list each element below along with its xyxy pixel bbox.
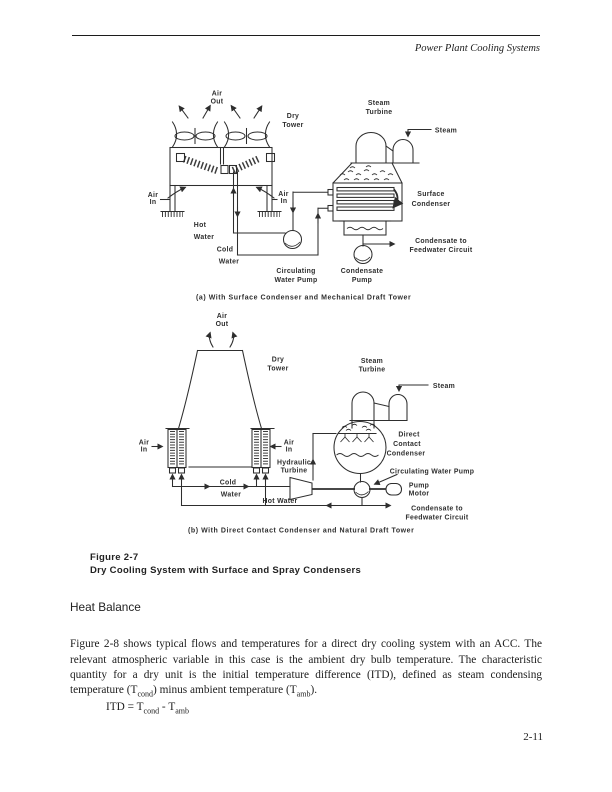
- label-steam-turbine-a2: Turbine: [365, 109, 393, 116]
- figure-label: Figure 2-7: [90, 552, 139, 563]
- label-air-in-right-b: Air: [283, 439, 295, 447]
- label-steam-turbine-a: Steam: [367, 100, 391, 107]
- surface-condenser: [328, 163, 402, 235]
- equation-text-2: - T: [159, 701, 176, 713]
- dry-tower-casing-a: [161, 148, 282, 215]
- caption-a: (a) With Surface Condenser and Mechanical Draft Tower: [196, 294, 412, 302]
- label-steam-a: Steam: [434, 127, 458, 135]
- body-paragraph: [70, 637, 542, 698]
- label-circ-pump-b: Circulating Water Pump: [389, 468, 475, 476]
- label-circ-pump-a2: Water Pump: [274, 277, 318, 284]
- label-dcc3: Condenser: [386, 450, 426, 458]
- natural-draft-tower-shell: [166, 351, 274, 468]
- label-steam-turbine-b: Steam: [360, 358, 384, 365]
- air-out-arrows-a: [180, 106, 262, 118]
- page-number: 2-11: [523, 731, 543, 743]
- label-hot-water-a: Hot: [193, 222, 207, 229]
- equation-text: ITD = T: [106, 701, 144, 713]
- paragraph-text: Figure 2-8 shows typical flows and temperatures for a direct dry cooling system with an ACC. The relevant atmospheric variable in this case is the ambient dry bulb temperature. The characteristic quantity for a dry unit is the initial temperature difference (ITD), defined as steam condensing temperature (T: [70, 638, 542, 697]
- direct-contact-condenser: [334, 422, 386, 474]
- running-header: Power Plant Cooling Systems: [414, 43, 540, 54]
- label-air-in-right-a2: In: [280, 198, 288, 205]
- label-dry-tower-a: Dry: [286, 113, 300, 120]
- label-air-in-left-a2: In: [149, 199, 157, 206]
- label-cold-water-a: Cold: [216, 246, 234, 254]
- label-condensate-to-a2: Feedwater Circuit: [409, 247, 473, 254]
- label-hot-water-a2: Water: [193, 234, 215, 241]
- itd-equation: [106, 701, 189, 716]
- label-dcc2: Contact: [393, 441, 421, 448]
- label-air-in-left-b: Air: [138, 439, 150, 447]
- label-air-in-right-b2: In: [285, 446, 293, 454]
- label-cold-water-b2: Water: [220, 491, 242, 499]
- label-circ-pump-a: Circulating: [276, 268, 316, 275]
- caption-b: (b) With Direct Contact Condenser and Natural Draft Tower: [188, 527, 415, 535]
- label-hot-water-b: Hot Water: [262, 498, 298, 505]
- label-cold-water-b: Cold: [219, 479, 237, 487]
- label-condensate-pump2: Pump: [351, 277, 373, 284]
- figure-caption: [90, 551, 361, 577]
- pump-motor: [386, 484, 402, 496]
- label-pump-motor2: Motor: [408, 490, 430, 498]
- subscript-amb: amb: [296, 689, 311, 699]
- label-steam-b: Steam: [432, 383, 456, 390]
- label-air-out-a: Air: [211, 90, 223, 98]
- equation-sub-amb: amb: [175, 706, 189, 716]
- label-cold-water-a2: Water: [218, 258, 240, 266]
- fan-stacks: [173, 122, 270, 147]
- diagram-b-natural-draft: [139, 313, 474, 535]
- label-dcc: Direct: [398, 431, 420, 439]
- label-condensate-to-b2: Feedwater Circuit: [405, 514, 469, 522]
- label-dry-tower-a2: Tower: [282, 122, 304, 129]
- air-out-arrows-b: [209, 333, 233, 347]
- label-dry-tower-b: Dry: [271, 356, 285, 364]
- label-air-in-right-a: Air: [278, 191, 289, 198]
- paragraph-text-2: ) minus ambient temperature (T: [153, 684, 297, 697]
- figure-title: Dry Cooling System with Surface and Spray Condensers: [90, 565, 362, 576]
- label-air-in-left-b2: In: [140, 446, 148, 454]
- label-air-out-b: Air: [216, 313, 228, 320]
- diagram-a-mechanical-draft: [148, 91, 473, 302]
- label-air-out-a2: Out: [210, 98, 224, 106]
- label-surface-condenser2: Condenser: [411, 201, 451, 208]
- label-condensate-to-b: Condensate to: [411, 505, 463, 513]
- label-dry-tower-b2: Tower: [267, 365, 289, 373]
- label-condensate-to-a: Condensate to: [415, 238, 467, 245]
- label-hydraulic-turbine: Hydraulic: [276, 459, 312, 467]
- label-air-in-left-a: Air: [147, 192, 159, 199]
- label-surface-condenser: Surface: [417, 191, 445, 198]
- label-pump-motor: Pump: [408, 482, 430, 490]
- section-heading: Heat Balance: [70, 600, 141, 614]
- label-air-out-b2: Out: [215, 321, 229, 328]
- equation-sub-cond: cond: [143, 706, 160, 716]
- paragraph-text-3: ).: [310, 684, 318, 697]
- label-hydraulic-turbine2: Turbine: [280, 467, 308, 475]
- subscript-cond: cond: [137, 689, 153, 699]
- tower-riser-pipes-a: [234, 172, 238, 255]
- label-steam-turbine-b2: Turbine: [358, 366, 386, 374]
- hydraulic-turbine: [290, 478, 386, 500]
- condensate-pump-a: [354, 235, 394, 264]
- label-condensate-pump: Condensate: [340, 268, 384, 275]
- steam-turbine-a: [351, 130, 431, 164]
